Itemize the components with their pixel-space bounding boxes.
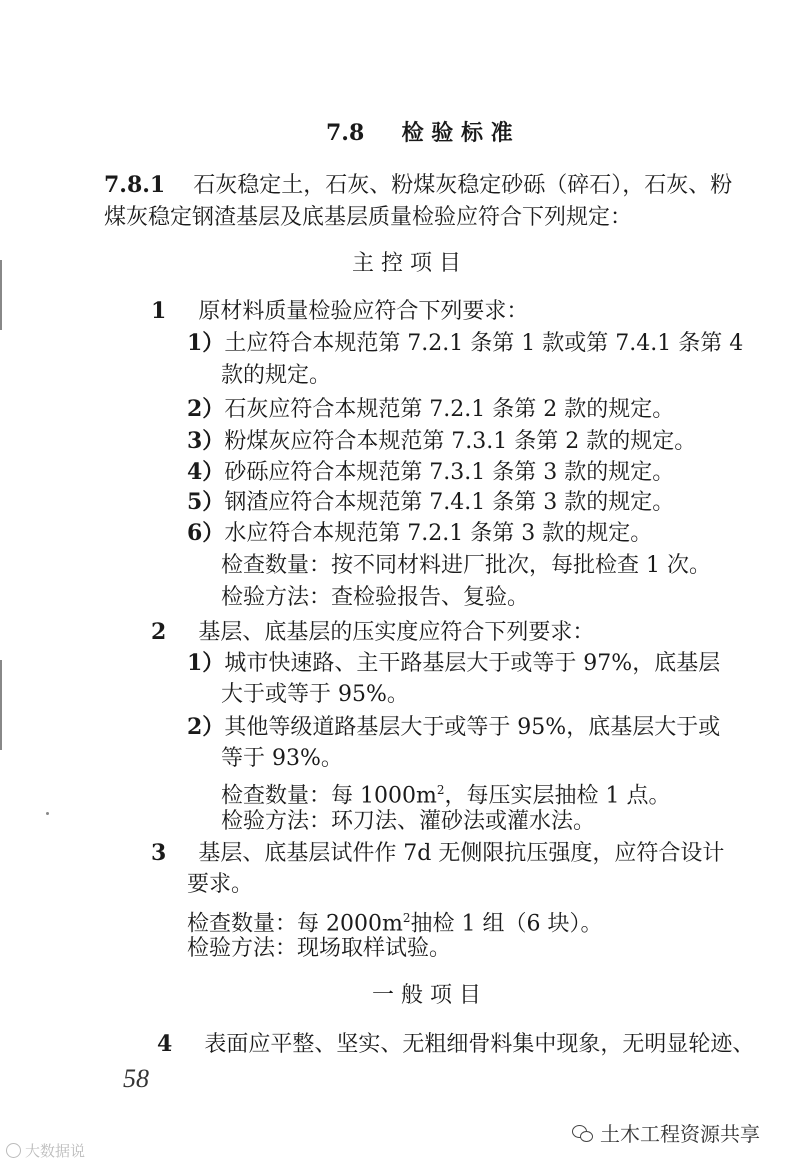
item-4 — [157, 1029, 754, 1060]
main-items-heading: 主 控 项 目 — [352, 251, 461, 276]
item-2 — [151, 617, 594, 648]
item-2-check-qty — [221, 775, 670, 811]
item-2-sub-1 — [187, 648, 720, 679]
item-2-text: 基层、底基层的压实度应符合下列要求： — [198, 620, 595, 645]
item-1-text: 原材料质量检验应符合下列要求： — [198, 299, 529, 324]
clause-line-2: 煤灰稳定钢渣基层及底基层质量检验应符合下列规定： — [104, 205, 633, 230]
wechat-icon — [572, 1124, 594, 1142]
sub-number: 2） — [187, 714, 225, 740]
item-2-check-method: 检验方法：环刀法、灌砂法或灌水法。 — [221, 809, 596, 834]
sub-text: 其他等级道路基层大于或等于 95%，底基层大于或 — [224, 715, 721, 740]
item-4-text: 表面应平整、坚实、无粗细骨料集中现象，无明显轮迹、 — [204, 1032, 755, 1057]
clause-number: 7.8.1 — [104, 172, 166, 198]
page-number: 58 — [123, 1064, 149, 1093]
item-1-sub-1-cont: 款的规定。 — [221, 363, 332, 388]
section-heading — [326, 118, 513, 148]
item-1-sub-5 — [187, 487, 674, 518]
sub-number: 1） — [187, 330, 225, 356]
item-1-sub-3 — [187, 426, 696, 457]
item-3-text-cont: 要求。 — [187, 872, 254, 897]
clause-text-1: 石灰稳定土，石灰、粉煤灰稳定砂砾（碎石），石灰、粉 — [193, 173, 733, 198]
sub-text: 土应符合本规范第 7.2.1 条第 1 款或第 7.4.1 条第 4 — [224, 331, 744, 356]
check-qty-text: 检查数量：每 2000m — [187, 911, 403, 937]
sub-text: 钢渣应符合本规范第 7.4.1 条第 3 款的规定。 — [224, 490, 675, 515]
item-4-number: 4 — [157, 1031, 173, 1057]
sub-text: 砂砾应符合本规范第 7.3.1 条第 3 款的规定。 — [224, 460, 675, 485]
clause-line-1 — [104, 170, 732, 201]
superscript: 2 — [402, 911, 411, 925]
watermark-left — [6, 1140, 85, 1161]
scan-edge-mark — [0, 660, 2, 750]
item-1-sub-1 — [187, 328, 743, 359]
item-2-number: 2 — [151, 619, 167, 645]
watermark-right — [572, 1118, 760, 1147]
sub-number: 6） — [187, 520, 225, 546]
sub-text: 石灰应符合本规范第 7.2.1 条第 2 款的规定。 — [224, 397, 675, 422]
item-3 — [151, 838, 724, 869]
sub-text: 水应符合本规范第 7.2.1 条第 3 款的规定。 — [224, 521, 653, 546]
check-qty-text-2: ，每压实层抽检 1 点。 — [444, 783, 671, 809]
section-title: 检 验 标 准 — [401, 120, 513, 146]
sub-number: 5） — [187, 489, 225, 515]
scan-dot — [46, 812, 49, 815]
sub-text: 粉煤灰应符合本规范第 7.3.1 条第 2 款的规定。 — [224, 429, 697, 454]
item-1-sub-2 — [187, 394, 674, 425]
item-1-number: 1 — [151, 298, 167, 324]
watermark-logo-icon — [6, 1143, 21, 1158]
sub-number: 1） — [187, 650, 225, 676]
item-1-check-qty: 检查数量：按不同材料进厂批次，每批检查 1 次。 — [221, 553, 711, 578]
sub-number: 4） — [187, 459, 225, 485]
check-qty-text: 检查数量：每 1000m — [221, 783, 437, 809]
item-1 — [151, 296, 528, 327]
item-3-number: 3 — [151, 840, 167, 866]
scan-edge-mark — [0, 260, 2, 330]
sub-number: 3） — [187, 428, 225, 454]
watermark-left-text: 大数据说 — [25, 1142, 86, 1160]
superscript: 2 — [436, 783, 445, 797]
item-1-sub-4 — [187, 457, 674, 488]
check-qty-text-2: 抽检 1 组（6 块）。 — [410, 911, 603, 937]
item-1-check-method: 检验方法：查检验报告、复验。 — [221, 585, 530, 610]
sub-text: 城市快速路、主干路基层大于或等于 97%，底基层 — [224, 651, 721, 676]
item-2-sub-2-cont: 等于 93%。 — [221, 746, 343, 771]
watermark-right-text: 土木工程资源共享 — [600, 1122, 760, 1146]
item-2-sub-2 — [187, 712, 720, 743]
item-1-sub-6 — [187, 518, 652, 549]
item-3-check-method: 检验方法：现场取样试验。 — [187, 936, 452, 961]
sub-number: 2） — [187, 396, 225, 422]
section-number: 7.8 — [326, 120, 365, 146]
general-items-heading: 一 般 项 目 — [372, 983, 481, 1008]
item-2-sub-1-cont: 大于或等于 95%。 — [221, 682, 409, 707]
item-3-text: 基层、底基层试件作 7d 无侧限抗压强度，应符合设计 — [198, 841, 725, 866]
